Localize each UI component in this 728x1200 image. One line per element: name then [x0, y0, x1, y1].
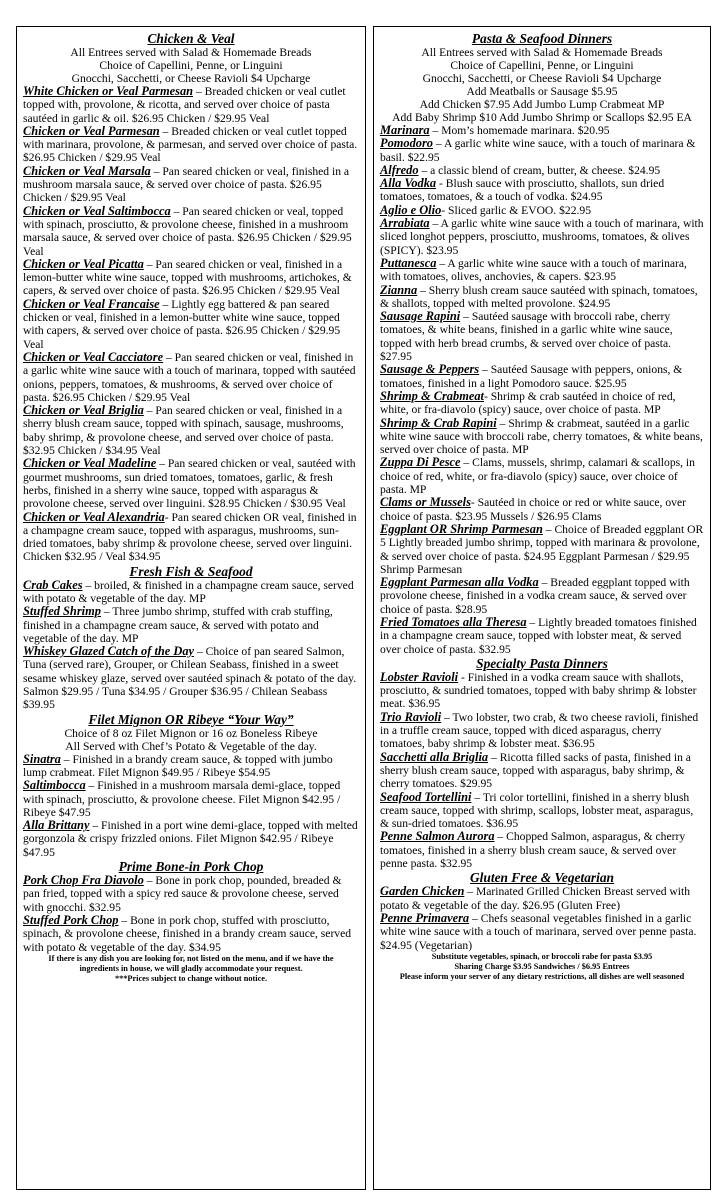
menu-item: [380, 363, 704, 390]
section-title: Fresh Fish & Seafood: [129, 563, 253, 579]
menu-item-name: Trio Ravioli: [380, 709, 442, 724]
menu-item-description: – Sautéed Sausage with peppers, onions, & tomatoes, finished in a light Pomodoro sauce. $25.95: [380, 363, 683, 390]
menu-item: [23, 85, 359, 125]
menu-section-specialty-pasta-dinners: [380, 656, 704, 870]
menu-item: [23, 753, 359, 780]
menu-section-filet-mignon-or-ribeye-your-way: [23, 712, 359, 859]
footer-line: Sharing Charge $3.95 Sandwiches / $6.95 Entrees: [454, 961, 630, 971]
menu-item-description: – Sherry blush cream sauce sautéed with spinach, tomatoes, & shallots, topped with melted provolone. $24.95: [380, 283, 698, 310]
menu-item-description: – broiled, & finished in a champagne cream sauce, served with potato & vegetable of the day. MP: [23, 578, 354, 605]
menu-item-description: – Clams, mussels, shrimp, calamari & scallops, in choice of red, white, or fra-diavolo (spicy) sauce, over choice of pasta. MP: [380, 456, 695, 497]
menu-item: [380, 830, 704, 870]
menu-item-name: Zianna: [380, 282, 418, 297]
menu-item-description: – Breaded chicken or veal cutlet topped with marinara, provolone, & parmesan, and served over choice of pasta. $26.95 Chicken / $29.95 Veal: [23, 124, 358, 165]
menu-item-description: – Lightly egg battered & pan seared chicken or veal, finished in a lemon-butter white wine sauce, topped with capers, & served over choice of pasta. $26.95 Chicken / $29.95 Veal: [23, 297, 341, 351]
menu-item-name: White Chicken or Veal Parmesan: [23, 84, 194, 98]
menu-item-name: Sinatra: [23, 751, 61, 766]
menu-item: [380, 671, 704, 711]
menu-item: [380, 390, 704, 417]
menu-item-description: – A garlic white wine sauce with a touch of marinara, with tomatoes, olives, anchovies, & capers. $23.95: [380, 256, 687, 284]
menu-item-description: – Finished in a brandy cream sauce, & topped with jumbo lump crabmeat. Filet Mignon $49.95 / Ribeye $54.95: [23, 752, 333, 779]
menu-section-prime-bone-in-pork-chop: [23, 859, 359, 954]
menu-item-name: Stuffed Pork Chop: [23, 912, 119, 927]
menu-item-description: – Chopped Salmon, asparagus, & cherry tomatoes, finished in a sherry blush cream sauce, & served over penne pasta. $32.95: [380, 830, 686, 871]
menu-item-description: – Two lobster, two crab, & two cheese ravioli, finished in a truffle cream sauce, topped with diced asparagus, cherry tomatoes, baby shrimp & lobster meat. $36.95: [380, 710, 699, 751]
menu-section-pasta-seafood-dinners: [380, 31, 704, 656]
menu-item-description: – Pan seared chicken or veal, finished in a lemon-butter white wine sauce, topped with mushrooms, artichokes, & capers, & served over choice of pasta. $26.95 Chicken / $29.95 Veal: [23, 257, 352, 298]
menu-item: [23, 165, 359, 205]
menu-item-description: – A garlic white wine sauce, with a touch of marinara & basil. $22.95: [380, 137, 696, 164]
footer-line: If there is any dish you are looking for, not listed on the menu, and if we have the: [48, 953, 334, 963]
menu-item-description: – Pan seared chicken or veal, finished in a garlic white wine sauce with a touch of marinara, topped with sautéed onions, peppers, tomatoes, & mushrooms, & served over choice of pasta. $26.95 Chicken / $29.95 Veal: [23, 350, 356, 404]
section-note: Add Meatballs or Sausage $5.95: [466, 85, 618, 98]
section-title: Prime Bone-in Pork Chop: [118, 859, 264, 875]
menu-item: [23, 457, 359, 510]
menu-item: [23, 874, 359, 914]
menu-item-description: – Finished in a port wine demi-glace, topped with melted gorgonzola & crispy frizzled onions. Filet Mignon $42.95 / Ribeye $47.95: [23, 819, 358, 859]
menu-item-name: Alla Vodka: [380, 176, 437, 191]
menu-item-name: Crab Cakes: [23, 577, 83, 592]
menu-item-description: – Chefs seasonal vegetables finished in a garlic white wine sauce with a touch of marinara, served over penne pasta. $24.95 (Vegetarian): [380, 911, 697, 952]
menu-item-description: – Lightly breaded tomatoes finished in a champagne cream sauce, topped with lobster meat, & served over choice of pasta. $32.95: [380, 615, 697, 656]
menu-item-name: Aglio e Olio: [380, 202, 442, 217]
menu-item-description: – a classic blend of cream, butter, & cheese. $24.95: [418, 163, 661, 177]
menu-item: [380, 217, 704, 257]
footer-line: ***Prices subject to change without notice.: [114, 973, 268, 983]
menu-item-description: – Choice of pan seared Salmon, Tuna (served rare), Grouper, or Chilean Seabass, finished in a sweet sesame whiskey glaze, served over sautéed spinach & potato of the day. Salmon $29.95 / Tuna $34.95 / Grouper $36.95 / Chilean Seabass $39.95: [23, 645, 357, 712]
menu-item-name: Shrimp & Crab Rapini: [380, 415, 497, 430]
menu-item-name: Sacchetti alla Briglia: [380, 749, 489, 764]
menu-item: [23, 351, 359, 404]
menu-item: [23, 258, 359, 298]
menu-item-description: - Sliced garlic & EVOO. $22.95: [441, 203, 591, 217]
menu-item-description: - Pan seared chicken OR veal, finished in a champagne cream sauce, topped with asparagus, mushrooms, sun-dried tomatoes, baby shrimp & provolone cheese, served over linguini. Chicken $32.95 / Veal $34.95: [23, 510, 357, 564]
menu-item: [23, 298, 359, 351]
menu-item-name: Sausage Rapini: [380, 309, 461, 324]
menu-item-name: Garden Chicken: [380, 884, 465, 899]
menu-item: [380, 137, 704, 164]
menu-item-name: Alfredo: [380, 162, 419, 177]
menu-item: [23, 205, 359, 258]
footer-line: Substitute vegetables, spinach, or broccoli rabe for pasta $3.95: [431, 951, 653, 961]
menu-item-name: Pork Chop Fra Diavolo: [23, 873, 144, 888]
menu-item: [380, 124, 704, 137]
menu-item-description: – Ricotta filled sacks of pasta, finished in a sherry blush cream sauce, topped with asparagus, baby shrimp, & cherry tomatoes. $29.95: [380, 750, 691, 791]
menu-item: [380, 164, 704, 177]
menu-item: [23, 914, 359, 954]
menu-item: [380, 885, 704, 912]
menu-item-name: Puttanesca: [380, 255, 437, 270]
menu-item-name: Alla Brittany: [23, 818, 90, 833]
menu-item-name: Chicken or Veal Cacciatore: [23, 349, 164, 364]
section-note: Add Baby Shrimp $10 Add Jumbo Shrimp or Scallops $2.95 EA: [392, 111, 692, 124]
section-note: Gnocchi, Sacchetti, or Cheese Ravioli $4 Upcharge: [71, 72, 311, 85]
section-title: Specialty Pasta Dinners: [476, 655, 608, 671]
menu-item-name: Seafood Tortellini: [380, 789, 472, 804]
menu-item-description: – Choice of Breaded eggplant OR 5 Lightly breaded jumbo shrimp, topped with marinara & provolone, & served over choice of pasta. $24.95 Eggplant Parmesan / $29.95 Shrimp Parmesan: [380, 522, 704, 576]
menu-item-description: - Shrimp & crab sautéed in choice of red, white, or fra-diavolo (spicy) sauce, over choice of pasta. MP: [380, 389, 676, 417]
section-title: Chicken & Veal: [147, 31, 235, 46]
menu-item-description: – Bone in pork chop, pounded, breaded & pan fried, topped with a spicy red sauce & provolone cheese, served with gnocchi. $32.95: [23, 874, 342, 914]
menu-item: [23, 779, 359, 819]
menu-item-description: – Pan seared chicken or veal, finished in a mushroom marsala sauce, & served over choice of pasta. $26.95 Chicken / $29.95 Veal: [23, 164, 350, 205]
menu-item-description: – Marinated Grilled Chicken Breast served with potato & vegetable of the day. $26.95 (Gluten Free): [380, 885, 691, 912]
menu-item: [380, 523, 704, 576]
menu-item-description: – Pan seared chicken or veal, topped with spinach, prosciutto, & provolone cheese, finished in a mushroom marsala sauce, & served over choice of pasta. $26.95 Chicken / $29.95 Veal: [23, 204, 352, 258]
section-note: Choice of Capellini, Penne, or Linguini: [99, 59, 283, 72]
menu-item-name: Chicken or Veal Francaise: [23, 296, 160, 311]
menu-item-name: Marinara: [380, 123, 430, 137]
menu-item: [23, 819, 359, 859]
menu-item: [380, 204, 704, 217]
menu-item-name: Chicken or Veal Parmesan: [23, 123, 160, 138]
menu-item-name: Shrimp & Crabmeat: [380, 388, 484, 403]
menu-item: [380, 257, 704, 284]
menu-item: [380, 284, 704, 311]
menu-section-chicken-veal: [23, 31, 359, 564]
menu-item-name: Clams or Mussels: [380, 495, 471, 510]
menu-item: [380, 496, 704, 523]
section-note: Choice of 8 oz Filet Mignon or 16 oz Boneless Ribeye: [64, 726, 318, 740]
menu-item-name: Zuppa Di Pesce: [380, 455, 461, 470]
section-note: All Entrees served with Salad & Homemade Breads: [70, 46, 312, 59]
menu-item-description: – Pan seared chicken or veal, sautéed with gourmet mushrooms, sun dried tomatoes, tomatoes, garlic, & fresh herbs, finished in a sherry wine sauce, topped with asparagus & provolone cheese, served over linguini. $28.95 Chicken / $30.95 Veal: [23, 457, 356, 511]
menu-item-name: Whiskey Glazed Catch of the Day: [23, 644, 195, 659]
footer-note: [380, 952, 704, 982]
section-note: All Served with Chef’s Potato & Vegetable of the day.: [65, 739, 317, 753]
menu-item: [380, 576, 704, 616]
footer-note: [23, 954, 359, 984]
section-note: All Entrees served with Salad & Homemade Breads: [421, 46, 663, 59]
section-note: Gnocchi, Sacchetti, or Cheese Ravioli $4 Upcharge: [422, 72, 662, 85]
menu-item-name: Chicken or Veal Saltimbocca: [23, 203, 171, 218]
menu-item-name: Chicken or Veal Alexandria: [23, 509, 165, 524]
menu-item-description: – Tri color tortellini, finished in a sherry blush cream sauce, topped with shrimp, scallops, lobster meat, asparagus, & sun-dried tomatoes. $36.95: [380, 790, 694, 831]
menu-item: [380, 711, 704, 751]
menu-item-name: Penne Salmon Aurora: [380, 829, 495, 844]
menu-item-description: – A garlic white wine sauce with a touch of marinara, with sliced longhot peppers, prosciutto, mushrooms, tomatoes, & olives (SPICY). $23.95: [380, 217, 704, 257]
menu-item-description: – Finished in a mushroom marsala demi-glace, topped with spinach, prosciutto, & provolone cheese. Filet Mignon $42.95 / Ribeye $47.95: [23, 779, 341, 819]
menu-item: [380, 912, 704, 952]
menu-item: [23, 579, 359, 606]
menu-item-name: Eggplant Parmesan alla Vodka: [380, 575, 539, 590]
menu-item: [23, 125, 359, 165]
menu-item: [380, 456, 704, 496]
section-title: Pasta & Seafood Dinners: [471, 31, 613, 46]
menu-item-name: Fried Tomatoes alla Theresa: [380, 614, 527, 629]
menu-item-name: Lobster Ravioli: [380, 669, 459, 684]
menu-item: [380, 417, 704, 457]
menu-item-name: Stuffed Shrimp: [23, 604, 101, 619]
menu-section-gluten-free-vegetarian: [380, 870, 704, 951]
menu-item-name: Arrabiata: [380, 216, 430, 231]
menu-item: [380, 791, 704, 831]
menu-item: [380, 177, 704, 204]
menu-item-name: Chicken or Veal Marsala: [23, 163, 151, 178]
menu-item: [23, 511, 359, 564]
menu-item: [380, 310, 704, 363]
menu-item-description: – Bone in pork chop, stuffed with prosciutto, spinach, & provolone cheese, finished in a brandy cream sauce, served with potato & vegetable of the day. $34.95: [23, 913, 352, 954]
footer-line: Please inform your server of any dietary restrictions, all dishes are well seasoned: [399, 971, 685, 981]
menu-item-description: - Blush sauce with prosciutto, shallots, sun dried tomatoes, tomatoes, & a touch of vodka. $24.95: [380, 177, 665, 204]
menu-item-description: – Sautéed sausage with broccoli rabe, cherry tomatoes, & white beans, finished in a garlic white wine sauce, topped with herb bread crumbs, & served over choice of pasta. $27.95: [380, 310, 673, 364]
right-menu-column: [373, 26, 711, 1190]
menu-section-fresh-fish-seafood: [23, 564, 359, 712]
menu-item-description: – Pan seared chicken or veal, finished in a sherry blush cream sauce, topped with spinach, sausage, mushrooms, baby shrimp, & provolone cheese, and served over choice of pasta. $32.95 Chicken / $34.95 Veal: [23, 404, 344, 458]
menu-item-name: Sausage & Peppers: [380, 362, 480, 377]
menu-item-description: - Finished in a vodka cream sauce with shallots, prosciutto, & sundried tomatoes, topped with baby shrimp & lobster meat. $36.95: [380, 670, 697, 711]
menu-item-description: – Breaded chicken or veal cutlet topped with, provolone, & ricotta, and served over choice of pasta sautéed in garlic & oil. $26.95 Chicken / $29.95 Veal: [23, 85, 346, 125]
menu-item-name: Chicken or Veal Picatta: [23, 256, 144, 271]
footer-line: ingredients in house, we will gladly accommodate your request.: [79, 963, 303, 973]
menu-item: [23, 404, 359, 457]
menu-item-name: Pomodoro: [380, 136, 434, 151]
menu-item-description: - Sautéed in choice or red or white sauce, over choice of pasta. $23.95 Mussels / $26.95 Clams: [380, 496, 686, 523]
menu-item-name: Chicken or Veal Madeline: [23, 456, 157, 471]
menu-item-name: Saltimbocca: [23, 778, 86, 793]
menu-item-description: – Breaded eggplant topped with provolone cheese, finished in a vodka cream sauce, & served over choice of pasta. $28.95: [380, 576, 690, 616]
section-title: Filet Mignon OR Ribeye “Your Way”: [88, 711, 294, 727]
section-title: Gluten Free & Vegetarian: [470, 870, 614, 886]
section-note: Choice of Capellini, Penne, or Linguini: [450, 59, 634, 72]
menu-item-name: Penne Primavera: [380, 910, 470, 925]
left-menu-column: [16, 26, 366, 1190]
menu-item: [23, 605, 359, 645]
section-note: Add Chicken $7.95 Add Jumbo Lump Crabmeat MP: [419, 98, 665, 111]
menu-item: [380, 616, 704, 656]
menu-item-name: Chicken or Veal Briglia: [23, 403, 144, 418]
menu-item: [380, 751, 704, 791]
menu-item-description: – Mom’s homemade marinara. $20.95: [429, 124, 610, 137]
menu-item: [23, 645, 359, 711]
menu-item-name: Eggplant OR Shrimp Parmesan: [380, 521, 543, 536]
menu-item-description: – Shrimp & crabmeat, sautéed in a garlic white wine sauce with broccoli rabe, cherry tomatoes, & white beans, served over choice of pasta. MP: [380, 416, 703, 457]
menu-item-description: – Three jumbo shrimp, stuffed with crab stuffing, finished in a champagne cream sauce, & served with potato and vegetable of the day. MP: [23, 605, 333, 645]
